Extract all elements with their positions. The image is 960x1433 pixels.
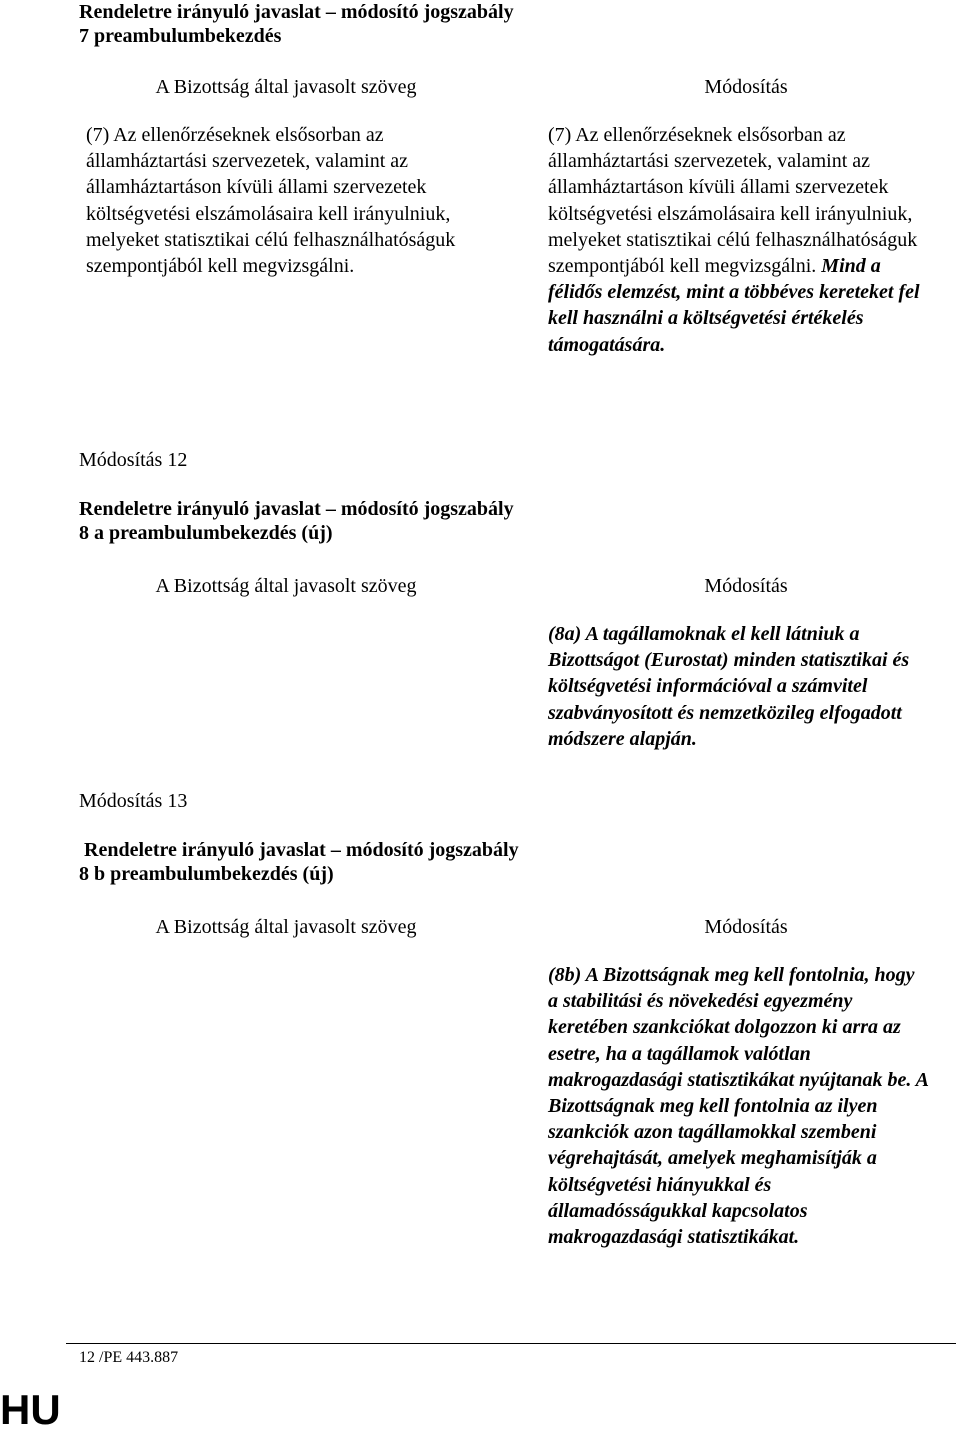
amendment-13-title: Módosítás 13	[79, 790, 188, 812]
section-2-heading	[79, 497, 514, 545]
footer-rule	[66, 1343, 956, 1344]
section-3-heading	[79, 838, 519, 886]
footer-document-reference: 12 /PE 443.887	[79, 1349, 179, 1366]
section-3-right-column-title: Módosítás	[704, 916, 788, 938]
section-1-amended-text-added: Mind a félidős elemzést, mint a többéves kereteket fel kell használni a költségvetési értékelés támogatására.	[548, 255, 920, 356]
section-1-left-column-title: A Bizottság által javasolt szöveg	[155, 76, 417, 98]
section-1-heading-line1: Rendeletre irányuló javaslat – módosító jogszabály	[79, 1, 514, 23]
section-1-amended-text	[548, 122, 928, 358]
section-1-heading-line2: 7 preambulumbekezdés	[79, 25, 282, 47]
section-1-amended-text-plain: (7) Az ellenőrzéseknek elsősorban az államháztartási szervezetek, valamint az államháztartáson kívüli állami szervezetek költségvetési elszámolásaira kell irányulniuk, melyeket statisztikai célú felhasználhatóságuk szempontjából kell megvizsgálni.	[548, 124, 918, 278]
section-1-original-text: (7) Az ellenőrzéseknek elsősorban az államháztartási szervezetek, valamint az államháztartáson kívüli állami szervezetek költségvetési elszámolásaira kell irányulniuk, melyeket statisztikai célú felhasználhatóságuk szempontjából kell megvizsgálni.	[86, 124, 456, 278]
section-2-heading-line1: Rendeletre irányuló javaslat – módosító jogszabály	[79, 498, 514, 520]
section-3-heading-line2: 8 b preambulumbekezdés (új)	[79, 863, 334, 885]
section-1-heading	[79, 0, 514, 48]
section-3-heading-line1: Rendeletre irányuló javaslat – módosító jogszabály	[84, 839, 519, 861]
section-2-right-column-title: Módosítás	[704, 575, 788, 597]
section-3-amended-text: (8b) A Bizottságnak meg kell fontolnia, hogy a stabilitási és növekedési egyezmény keretében szankciókat dolgozzon ki arra az esetre, ha a tagállamok valótlan makrogazdasági statisztikákat nyújtanak be. A Bizottságnak meg kell fontolnia az ilyen szankciók azon tagállamokkal szembeni végrehajtását, amelyek meghamisítják a költségvetési hiányukkal és államadósságukkal kapcsolatos makrogazdasági statisztikákat.	[548, 964, 928, 1249]
footer-language-code: HU	[0, 1386, 61, 1433]
section-2-amended-text: (8a) A tagállamoknak el kell látniuk a Bizottságot (Eurostat) minden statisztikai és költségvetési információval a számvitel szabványosított és nemzetközileg elfogadott módszere alapján.	[548, 623, 910, 750]
section-1-right-column-title: Módosítás	[704, 76, 788, 98]
section-3-left-column-title: A Bizottság által javasolt szöveg	[155, 916, 417, 938]
section-2-left-column-title: A Bizottság által javasolt szöveg	[155, 575, 417, 597]
section-2-heading-line2: 8 a preambulumbekezdés (új)	[79, 522, 333, 544]
amendment-12-title: Módosítás 12	[79, 449, 188, 471]
